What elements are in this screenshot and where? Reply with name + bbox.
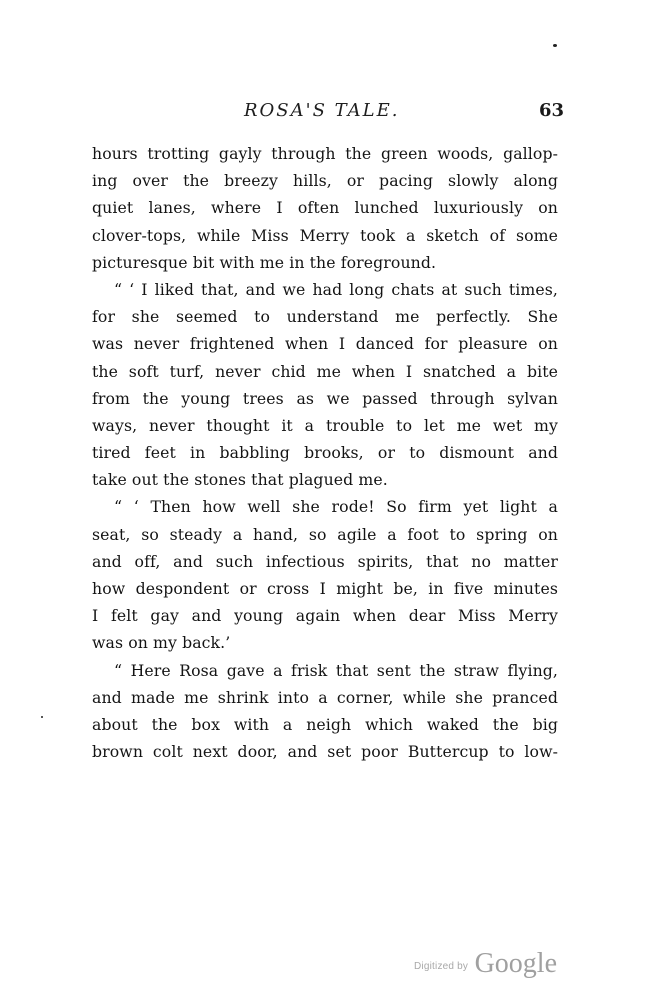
text-line: “ ‘ Then how well she rode! So firm yet light a [114,497,558,517]
text-line: was on my back.’ [92,633,231,653]
text-line: how despondent or cross I might be, in five minutes [92,579,558,598]
digitized-watermark [414,948,557,980]
page-header [92,100,570,130]
body-text [92,140,558,765]
text-line: I felt gay and young again when dear Miss Merry [92,606,558,626]
text-line: from the young trees as we passed through sylvan [92,388,558,408]
text-line: was never frightened when I danced for pleasure on [92,334,558,354]
text-line: clover-tops, while Miss Merry took a sketch of some [92,225,558,245]
text-line: hours trotting gayly through the green woods, gallop- [92,144,558,163]
text-line: tired feet in babbling brooks, or to dismount and [92,443,558,463]
page-number: 63 [538,100,564,121]
text-line: ing over the breezy hills, or pacing slowly along [92,171,558,191]
text-line: for she seemed to understand me perfectly. She [92,307,558,327]
running-title: ROSA'S TALE. [244,100,400,121]
ink-speck [41,716,43,718]
text-line: “ Here Rosa gave a frisk that sent the straw flying, [114,660,558,680]
text-line: and made me shrink into a corner, while she pranced [92,687,558,707]
digitized-label: Digitized by [414,961,469,972]
google-logo: Google [474,948,557,979]
text-line: brown colt next door, and set poor Buttercup to low- [92,742,558,762]
text-line: seat, so steady a hand, so agile a foot to spring on [92,524,558,544]
text-line: take out the stones that plagued me. [92,470,388,490]
text-line: picturesque bit with me in the foreground. [92,252,437,272]
text-line: quiet lanes, where I often lunched luxuriously on [92,198,558,218]
text-line: ways, never thought it a trouble to let me wet my [92,415,558,435]
text-line: the soft turf, never chid me when I snatched a bite [92,361,558,381]
text-line: and off, and such infectious spirits, that no matter [92,551,558,571]
ink-speck [553,44,557,47]
text-line: about the box with a neigh which waked the big [92,714,558,734]
text-line: “ ‘ I liked that, and we had long chats at such times, [114,279,558,299]
